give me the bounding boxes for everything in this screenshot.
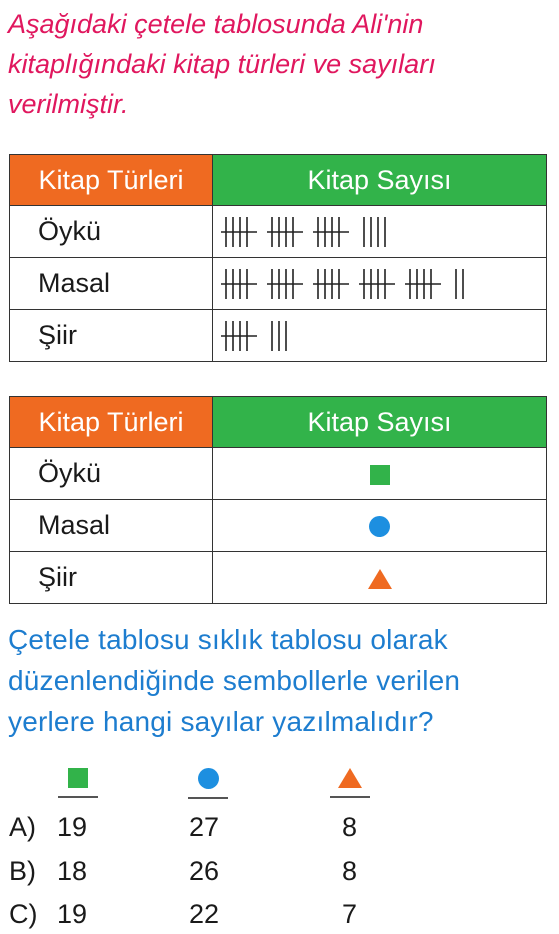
tally-group: [451, 267, 473, 301]
green-square-icon: [370, 465, 390, 485]
tally-marks: [213, 310, 547, 362]
symbol-table: [9, 396, 547, 604]
table-row: [10, 310, 547, 362]
blue-circle-icon: [369, 516, 390, 537]
header-book-types: Kitap Türleri: [10, 155, 213, 206]
row-type-label: Öykü: [10, 206, 213, 258]
tally-table: [9, 154, 547, 362]
option-value-circle: 26: [189, 856, 220, 886]
header-underline: [58, 796, 98, 798]
option-value-square: 19: [57, 812, 88, 842]
header-underline: [188, 797, 228, 799]
blue-circle-icon: [198, 768, 219, 789]
tally-group: [359, 267, 395, 301]
tally-group: [267, 267, 303, 301]
tally-group: [221, 215, 257, 249]
option-value-triangle: 7: [342, 899, 358, 929]
table-row: [10, 206, 547, 258]
table-row: [10, 552, 547, 604]
header-book-count: Kitap Sayısı: [213, 397, 547, 448]
tally-group: [221, 319, 257, 353]
row-type-label: Öykü: [10, 448, 213, 500]
option-letter: C): [9, 899, 38, 929]
option-value-circle: 27: [189, 812, 220, 842]
orange-triangle-icon: [338, 768, 362, 788]
orange-triangle-icon: [368, 569, 392, 589]
row-type-label: Şiir: [10, 310, 213, 362]
option-letter: B): [9, 856, 36, 886]
tally-marks: [213, 258, 547, 310]
tally-group: [313, 267, 349, 301]
table-row: [10, 500, 547, 552]
tally-group: [405, 267, 441, 301]
answer-header-circle: [188, 768, 228, 799]
tally-group: [221, 267, 257, 301]
row-type-label: Şiir: [10, 552, 213, 604]
option-value-triangle: 8: [342, 812, 358, 842]
option-value-triangle: 8: [342, 856, 358, 886]
intro-text: Aşağıdaki çetele tablosunda Ali'nin kitaplığındaki kitap türleri ve sayıları verilmiştir.: [8, 9, 436, 119]
header-underline: [330, 796, 370, 798]
row-type-label: Masal: [10, 500, 213, 552]
option-value-circle: 22: [189, 899, 220, 929]
green-square-icon: [68, 768, 88, 788]
tally-group: [267, 215, 303, 249]
option-value-square: 18: [57, 856, 88, 886]
answer-header-triangle: [330, 768, 370, 798]
tally-group: [359, 215, 395, 249]
question-text: Çetele tablosu sıklık tablosu olarak düzenlendiğinde sembollerle verilen yerlere hangi sayılar yazılmalıdır?: [8, 624, 461, 737]
option-letter: A): [9, 812, 36, 842]
tally-marks: [213, 206, 547, 258]
tally-group: [313, 215, 349, 249]
header-book-types: Kitap Türleri: [10, 397, 213, 448]
table-row: [10, 448, 547, 500]
header-book-count: Kitap Sayısı: [213, 155, 547, 206]
table-row: [10, 258, 547, 310]
tally-group: [267, 319, 296, 353]
answer-header-square: [58, 768, 98, 798]
option-value-square: 19: [57, 899, 88, 929]
row-type-label: Masal: [10, 258, 213, 310]
